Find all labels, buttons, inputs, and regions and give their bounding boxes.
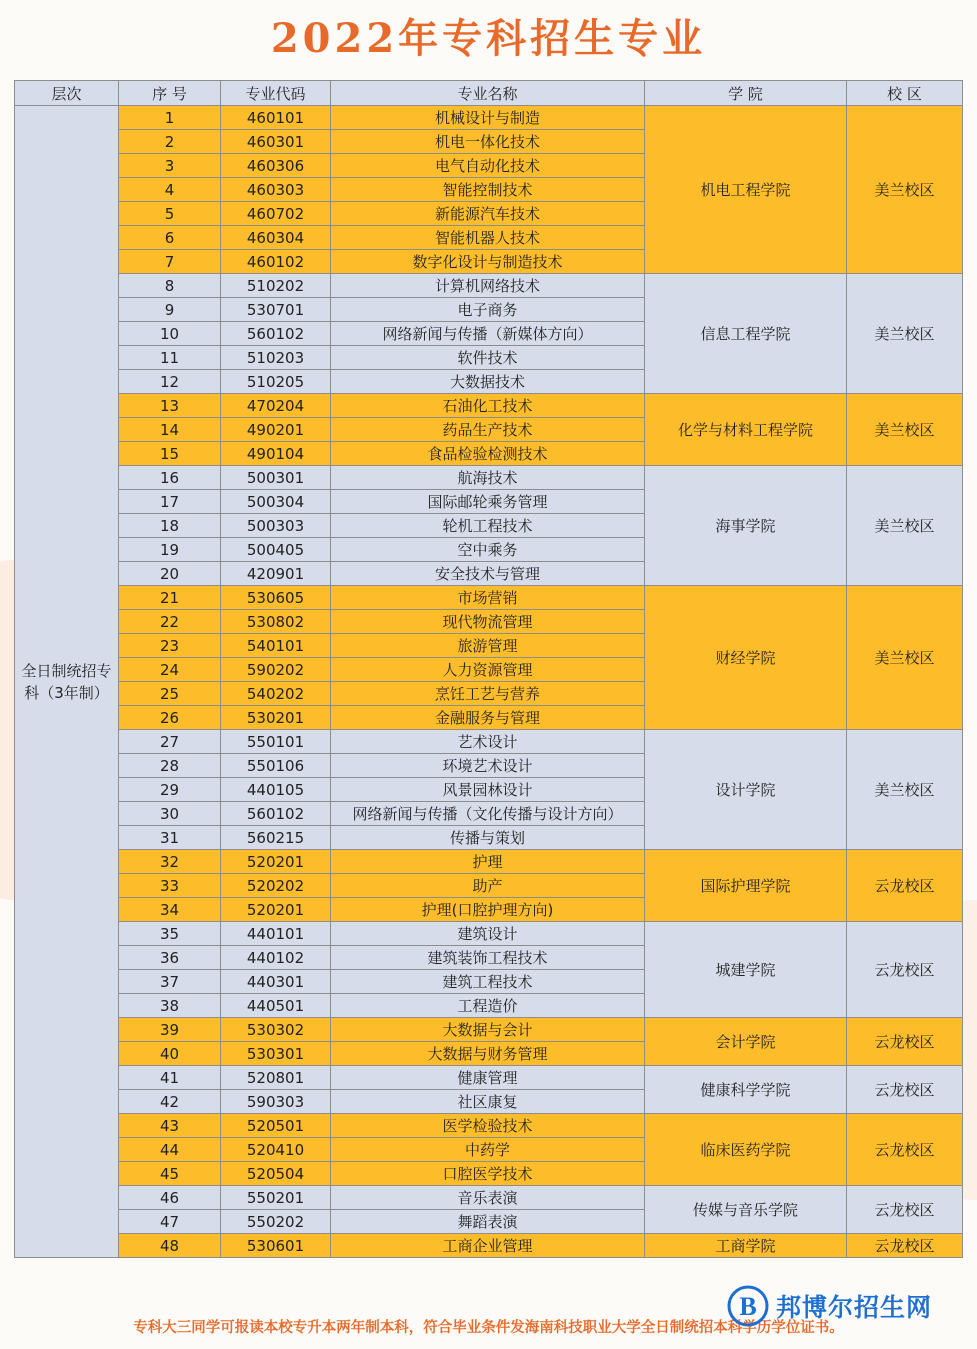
- seq-cell: 47: [119, 1210, 221, 1234]
- code-cell: 550106: [221, 754, 331, 778]
- name-cell: 软件技术: [331, 346, 645, 370]
- campus-cell: 美兰校区: [847, 394, 963, 466]
- name-cell: 现代物流管理: [331, 610, 645, 634]
- name-cell: 中药学: [331, 1138, 645, 1162]
- seq-cell: 19: [119, 538, 221, 562]
- watermark-logo-letter: B: [739, 1292, 757, 1321]
- name-cell: 网络新闻与传播（新媒体方向）: [331, 322, 645, 346]
- name-cell: 大数据技术: [331, 370, 645, 394]
- college-cell: 海事学院: [645, 466, 847, 586]
- name-cell: 数字化设计与制造技术: [331, 250, 645, 274]
- name-cell: 口腔医学技术: [331, 1162, 645, 1186]
- college-cell: 城建学院: [645, 922, 847, 1018]
- name-cell: 工商企业管理: [331, 1234, 645, 1258]
- seq-cell: 18: [119, 514, 221, 538]
- seq-cell: 12: [119, 370, 221, 394]
- header-name: 专业名称: [331, 81, 645, 106]
- name-cell: 石油化工技术: [331, 394, 645, 418]
- table-row: [15, 1234, 963, 1258]
- seq-cell: 2: [119, 130, 221, 154]
- table-header-row: [15, 81, 963, 106]
- table-row: [15, 1018, 963, 1042]
- seq-cell: 28: [119, 754, 221, 778]
- seq-cell: 8: [119, 274, 221, 298]
- watermark: [726, 1283, 932, 1329]
- campus-cell: 云龙校区: [847, 1066, 963, 1114]
- code-cell: 530301: [221, 1042, 331, 1066]
- code-cell: 440301: [221, 970, 331, 994]
- code-cell: 520504: [221, 1162, 331, 1186]
- watermark-logo-icon: [726, 1284, 770, 1328]
- seq-cell: 23: [119, 634, 221, 658]
- seq-cell: 36: [119, 946, 221, 970]
- name-cell: 大数据与会计: [331, 1018, 645, 1042]
- code-cell: 520202: [221, 874, 331, 898]
- name-cell: 市场营销: [331, 586, 645, 610]
- seq-cell: 22: [119, 610, 221, 634]
- code-cell: 500405: [221, 538, 331, 562]
- campus-cell: 美兰校区: [847, 274, 963, 394]
- seq-cell: 21: [119, 586, 221, 610]
- code-cell: 520501: [221, 1114, 331, 1138]
- code-cell: 460301: [221, 130, 331, 154]
- header-college: 学 院: [645, 81, 847, 106]
- name-cell: 药品生产技术: [331, 418, 645, 442]
- code-cell: 460102: [221, 250, 331, 274]
- name-cell: 人力资源管理: [331, 658, 645, 682]
- code-cell: 440501: [221, 994, 331, 1018]
- campus-cell: 云龙校区: [847, 1114, 963, 1186]
- seq-cell: 42: [119, 1090, 221, 1114]
- watermark-text: 邦博尔招生网: [776, 1293, 933, 1322]
- name-cell: 助产: [331, 874, 645, 898]
- name-cell: 健康管理: [331, 1066, 645, 1090]
- code-cell: 530302: [221, 1018, 331, 1042]
- seq-cell: 16: [119, 466, 221, 490]
- name-cell: 旅游管理: [331, 634, 645, 658]
- table-row: [15, 274, 963, 298]
- name-cell: 艺术设计: [331, 730, 645, 754]
- name-cell: 护理(口腔护理方向): [331, 898, 645, 922]
- table-row: [15, 586, 963, 610]
- header-seq: 序 号: [119, 81, 221, 106]
- seq-cell: 14: [119, 418, 221, 442]
- table-row: [15, 1114, 963, 1138]
- name-cell: 工程造价: [331, 994, 645, 1018]
- code-cell: 560102: [221, 322, 331, 346]
- code-cell: 420901: [221, 562, 331, 586]
- code-cell: 470204: [221, 394, 331, 418]
- code-cell: 440101: [221, 922, 331, 946]
- college-cell: 工商学院: [645, 1234, 847, 1258]
- code-cell: 510203: [221, 346, 331, 370]
- name-cell: 建筑工程技术: [331, 970, 645, 994]
- header-campus: 校 区: [847, 81, 963, 106]
- name-cell: 大数据与财务管理: [331, 1042, 645, 1066]
- name-cell: 机械设计与制造: [331, 106, 645, 130]
- name-cell: 风景园林设计: [331, 778, 645, 802]
- page-title: 2022年专科招生专业: [270, 15, 707, 62]
- seq-cell: 20: [119, 562, 221, 586]
- seq-cell: 17: [119, 490, 221, 514]
- code-cell: 560102: [221, 802, 331, 826]
- college-cell: 传媒与音乐学院: [645, 1186, 847, 1234]
- code-cell: 460702: [221, 202, 331, 226]
- code-cell: 460306: [221, 154, 331, 178]
- seq-cell: 37: [119, 970, 221, 994]
- name-cell: 新能源汽车技术: [331, 202, 645, 226]
- table-row: [15, 922, 963, 946]
- name-cell: 网络新闻与传播（文化传播与设计方向）: [331, 802, 645, 826]
- seq-cell: 13: [119, 394, 221, 418]
- seq-cell: 43: [119, 1114, 221, 1138]
- college-cell: 财经学院: [645, 586, 847, 730]
- header-level: 层次: [15, 81, 119, 106]
- name-cell: 智能机器人技术: [331, 226, 645, 250]
- table-row: [15, 850, 963, 874]
- code-cell: 510202: [221, 274, 331, 298]
- code-cell: 530701: [221, 298, 331, 322]
- college-cell: 机电工程学院: [645, 106, 847, 274]
- code-cell: 540101: [221, 634, 331, 658]
- seq-cell: 5: [119, 202, 221, 226]
- name-cell: 建筑装饰工程技术: [331, 946, 645, 970]
- code-cell: 550201: [221, 1186, 331, 1210]
- code-cell: 520201: [221, 898, 331, 922]
- seq-cell: 35: [119, 922, 221, 946]
- college-cell: 化学与材料工程学院: [645, 394, 847, 466]
- code-cell: 500303: [221, 514, 331, 538]
- seq-cell: 39: [119, 1018, 221, 1042]
- name-cell: 金融服务与管理: [331, 706, 645, 730]
- code-cell: 440105: [221, 778, 331, 802]
- code-cell: 530605: [221, 586, 331, 610]
- code-cell: 460101: [221, 106, 331, 130]
- seq-cell: 7: [119, 250, 221, 274]
- seq-cell: 32: [119, 850, 221, 874]
- header-code: 专业代码: [221, 81, 331, 106]
- name-cell: 航海技术: [331, 466, 645, 490]
- code-cell: 530601: [221, 1234, 331, 1258]
- table-row: [15, 730, 963, 754]
- code-cell: 460304: [221, 226, 331, 250]
- name-cell: 音乐表演: [331, 1186, 645, 1210]
- seq-cell: 1: [119, 106, 221, 130]
- code-cell: 490104: [221, 442, 331, 466]
- code-cell: 560215: [221, 826, 331, 850]
- table-row: [15, 394, 963, 418]
- seq-cell: 33: [119, 874, 221, 898]
- code-cell: 550202: [221, 1210, 331, 1234]
- seq-cell: 10: [119, 322, 221, 346]
- seq-cell: 34: [119, 898, 221, 922]
- campus-cell: 美兰校区: [847, 106, 963, 274]
- code-cell: 520410: [221, 1138, 331, 1162]
- seq-cell: 11: [119, 346, 221, 370]
- name-cell: 轮机工程技术: [331, 514, 645, 538]
- name-cell: 社区康复: [331, 1090, 645, 1114]
- seq-cell: 3: [119, 154, 221, 178]
- code-cell: 590202: [221, 658, 331, 682]
- seq-cell: 4: [119, 178, 221, 202]
- code-cell: 590303: [221, 1090, 331, 1114]
- code-cell: 520201: [221, 850, 331, 874]
- code-cell: 550101: [221, 730, 331, 754]
- seq-cell: 41: [119, 1066, 221, 1090]
- seq-cell: 25: [119, 682, 221, 706]
- seq-cell: 30: [119, 802, 221, 826]
- major-table: [14, 80, 963, 1258]
- code-cell: 530802: [221, 610, 331, 634]
- seq-cell: 44: [119, 1138, 221, 1162]
- campus-cell: 云龙校区: [847, 850, 963, 922]
- campus-cell: 云龙校区: [847, 1186, 963, 1234]
- name-cell: 机电一体化技术: [331, 130, 645, 154]
- seq-cell: 24: [119, 658, 221, 682]
- name-cell: 环境艺术设计: [331, 754, 645, 778]
- name-cell: 建筑设计: [331, 922, 645, 946]
- college-cell: 信息工程学院: [645, 274, 847, 394]
- college-cell: 设计学院: [645, 730, 847, 850]
- table-row: [15, 106, 963, 130]
- code-cell: 540202: [221, 682, 331, 706]
- code-cell: 520801: [221, 1066, 331, 1090]
- name-cell: 护理: [331, 850, 645, 874]
- table-row: [15, 1186, 963, 1210]
- college-cell: 国际护理学院: [645, 850, 847, 922]
- seq-cell: 31: [119, 826, 221, 850]
- code-cell: 490201: [221, 418, 331, 442]
- footer-note: 专科大三同学可报读本校专升本两年制本科，符合毕业条件发海南科技职业大学全日制统招本科学历学位证书。: [133, 1320, 844, 1336]
- code-cell: 500301: [221, 466, 331, 490]
- name-cell: 计算机网络技术: [331, 274, 645, 298]
- campus-cell: 云龙校区: [847, 1018, 963, 1066]
- seq-cell: 38: [119, 994, 221, 1018]
- name-cell: 安全技术与管理: [331, 562, 645, 586]
- campus-cell: 美兰校区: [847, 730, 963, 850]
- seq-cell: 9: [119, 298, 221, 322]
- name-cell: 烹饪工艺与营养: [331, 682, 645, 706]
- college-cell: 会计学院: [645, 1018, 847, 1066]
- code-cell: 510205: [221, 370, 331, 394]
- name-cell: 食品检验检测技术: [331, 442, 645, 466]
- campus-cell: 美兰校区: [847, 466, 963, 586]
- college-cell: 健康科学学院: [645, 1066, 847, 1114]
- name-cell: 电气自动化技术: [331, 154, 645, 178]
- seq-cell: 40: [119, 1042, 221, 1066]
- seq-cell: 26: [119, 706, 221, 730]
- table-row: [15, 1066, 963, 1090]
- name-cell: 传播与策划: [331, 826, 645, 850]
- name-cell: 空中乘务: [331, 538, 645, 562]
- name-cell: 医学检验技术: [331, 1114, 645, 1138]
- campus-cell: 美兰校区: [847, 586, 963, 730]
- code-cell: 460303: [221, 178, 331, 202]
- level-cell: 全日制统招专科（3年制）: [15, 106, 119, 1258]
- seq-cell: 46: [119, 1186, 221, 1210]
- seq-cell: 45: [119, 1162, 221, 1186]
- table-body: [15, 106, 963, 1258]
- name-cell: 智能控制技术: [331, 178, 645, 202]
- seq-cell: 15: [119, 442, 221, 466]
- code-cell: 500304: [221, 490, 331, 514]
- code-cell: 530201: [221, 706, 331, 730]
- seq-cell: 48: [119, 1234, 221, 1258]
- seq-cell: 27: [119, 730, 221, 754]
- code-cell: 440102: [221, 946, 331, 970]
- name-cell: 电子商务: [331, 298, 645, 322]
- campus-cell: 云龙校区: [847, 922, 963, 1018]
- seq-cell: 29: [119, 778, 221, 802]
- name-cell: 舞蹈表演: [331, 1210, 645, 1234]
- seq-cell: 6: [119, 226, 221, 250]
- campus-cell: 云龙校区: [847, 1234, 963, 1258]
- table-row: [15, 466, 963, 490]
- name-cell: 国际邮轮乘务管理: [331, 490, 645, 514]
- college-cell: 临床医药学院: [645, 1114, 847, 1186]
